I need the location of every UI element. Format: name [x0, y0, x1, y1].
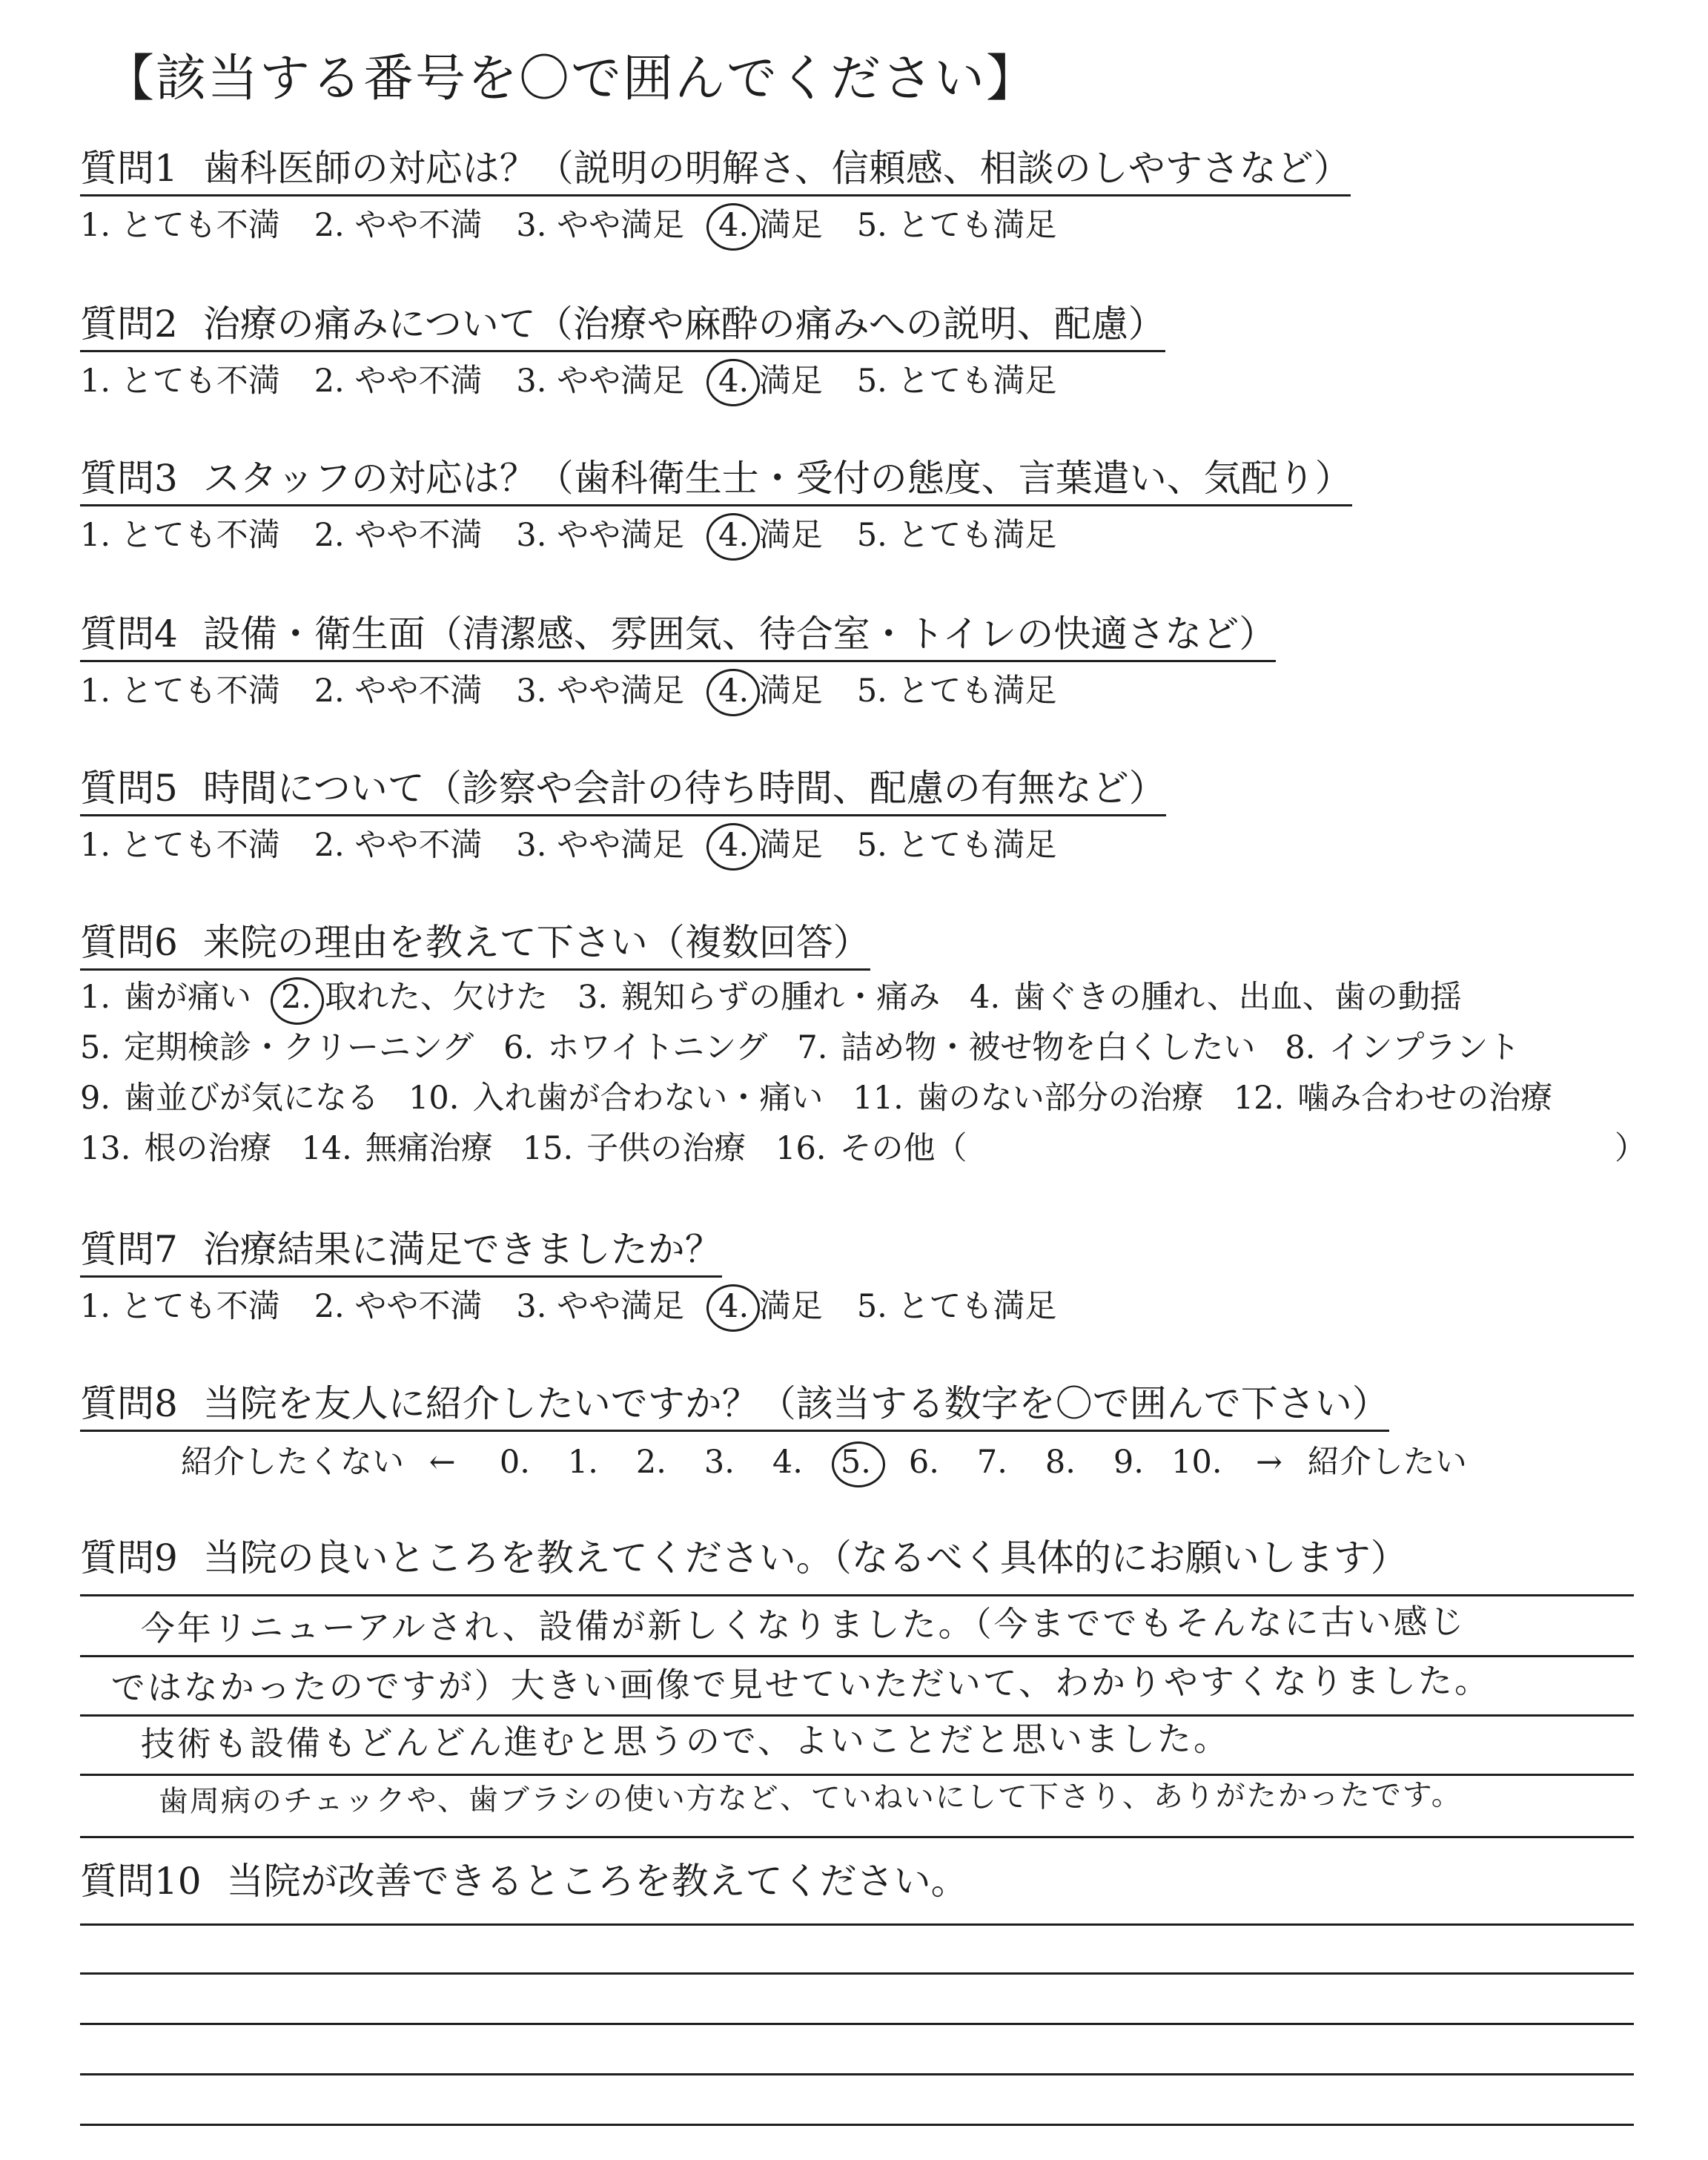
option-label: やや不満 [354, 207, 483, 244]
option-label: 親知らずの腫れ・痛み [621, 979, 941, 1016]
scale-tick[interactable]: 1. [567, 1444, 598, 1481]
option-number: 1. [80, 517, 111, 554]
option-label: やや満足 [557, 207, 685, 244]
reason-option[interactable] [1234, 1077, 1552, 1120]
question-text: 当院が改善できるところを教えてください。 [226, 1860, 968, 1903]
question-1-title [80, 145, 1351, 196]
rating-option[interactable] [857, 1286, 1091, 1327]
other-close-paren: ） [1615, 1130, 1646, 1167]
rating-option[interactable] [80, 360, 314, 402]
option-number: 2. [314, 1288, 345, 1325]
option-number: 6. [503, 1029, 534, 1066]
question-number: 質問10 [80, 1860, 202, 1903]
reason-option[interactable] [577, 976, 940, 1019]
option-label: とても不満 [120, 207, 280, 244]
option-number: 5. [856, 517, 887, 554]
question-4-options [80, 670, 1091, 712]
selected-circle-mark [706, 513, 760, 561]
option-label: 満足 [758, 673, 823, 710]
option-label: やや満足 [557, 363, 685, 400]
option-label: 子供の治療 [586, 1130, 747, 1167]
question-text: 治療結果に満足できましたか？ [202, 1228, 722, 1271]
question-text: 歯科医師の対応は？（説明の明解さ、信頼感、相談のしやすさなど） [202, 147, 1351, 190]
question-5-options [80, 825, 1091, 866]
question-10-title [80, 1858, 968, 1907]
reason-row [80, 976, 1582, 1026]
option-label: 歯が痛い [124, 979, 252, 1016]
option-number: 14. [301, 1130, 352, 1167]
rating-option[interactable] [516, 670, 718, 712]
question-number: 質問3 [80, 457, 178, 500]
option-label: やや不満 [354, 517, 483, 554]
option-number: 2. [281, 979, 311, 1016]
option-number: 4. [970, 979, 1001, 1016]
option-label: 満足 [758, 517, 823, 554]
rating-option[interactable] [314, 515, 517, 556]
option-number: 2. [314, 673, 345, 710]
question-7-title [80, 1226, 722, 1278]
rating-option[interactable] [80, 515, 314, 556]
scale-tick[interactable]: 10. [1171, 1444, 1222, 1481]
reason-option[interactable] [775, 1127, 967, 1170]
option-label: 根の治療 [144, 1130, 272, 1167]
option-label: とても不満 [120, 673, 280, 710]
option-label: とても満足 [897, 517, 1057, 554]
question-1-options [80, 205, 1091, 246]
option-number: 3. [516, 363, 547, 400]
scale-tick[interactable]: 7. [976, 1444, 1007, 1481]
answer-rule [80, 2124, 1634, 2126]
rating-option[interactable] [314, 670, 517, 712]
option-label: 詰め物・被せ物を白くしたい [841, 1029, 1256, 1066]
scale-tick[interactable]: 0. [499, 1444, 530, 1481]
question-text: 当院を友人に紹介したいですか？（該当する数字を〇で囲んで下さい） [202, 1382, 1389, 1425]
question-number: 質問8 [80, 1382, 178, 1425]
rating-option[interactable] [516, 515, 718, 556]
scale-tick[interactable]: 6. [908, 1444, 939, 1481]
option-label: とても不満 [120, 827, 280, 864]
selected-circle-mark [706, 1284, 760, 1332]
scale-tick-selected[interactable] [821, 1441, 890, 1483]
question-3-title [80, 455, 1352, 506]
reason-option[interactable] [301, 1127, 492, 1170]
rating-option[interactable] [718, 205, 857, 246]
option-label: やや満足 [557, 1288, 685, 1325]
handwritten-answer-line: 歯周病のチェックや、歯ブラシの使い方など、ていねいにして下さり、ありがたかったです。 [158, 1777, 1463, 1819]
selected-circle-mark [706, 669, 760, 716]
reason-row [80, 1026, 1582, 1077]
option-label: とても満足 [897, 207, 1057, 244]
option-number: 1. [80, 207, 111, 244]
option-number: 7. [797, 1029, 828, 1066]
reason-option[interactable] [408, 1077, 823, 1120]
scale-tick[interactable]: 9. [1113, 1444, 1144, 1481]
rating-option[interactable] [718, 360, 857, 402]
option-number: 3. [516, 1288, 547, 1325]
reason-option[interactable] [1285, 1026, 1520, 1069]
reason-row [80, 1127, 1646, 1178]
option-label: やや満足 [557, 827, 685, 864]
reason-option[interactable] [853, 1077, 1203, 1120]
question-number: 質問9 [80, 1536, 178, 1579]
question-8-title [80, 1381, 1389, 1432]
option-label: とても満足 [897, 363, 1057, 400]
rating-option[interactable] [857, 670, 1091, 712]
option-label: 歯のない部分の治療 [916, 1080, 1204, 1117]
rating-option[interactable] [314, 205, 517, 246]
rating-option[interactable] [857, 360, 1091, 402]
option-number: 4. [718, 1286, 749, 1327]
handwritten-answer-line: 技術も設備もどんどん進むと思うので、よいことだと思いました。 [140, 1718, 1231, 1764]
option-number: 1. [80, 979, 111, 1016]
option-number: 1. [80, 827, 111, 864]
option-number: 1. [80, 673, 111, 710]
question-text: 設備・衛生面（清潔感、雰囲気、待合室・トイレの快適さなど） [202, 612, 1277, 655]
reason-option[interactable] [80, 1077, 379, 1120]
option-label: 満足 [758, 207, 823, 244]
option-number: 4. [718, 670, 749, 712]
option-number: 15. [522, 1130, 574, 1167]
rating-option[interactable] [516, 205, 718, 246]
rating-option[interactable] [857, 205, 1091, 246]
selected-circle-mark [271, 977, 324, 1025]
option-label: やや不満 [354, 1288, 483, 1325]
option-number: 4. [718, 360, 749, 402]
rating-option[interactable] [516, 1286, 718, 1327]
question-text: 当院の良いところを教えてください。（なるべく具体的にお願いします） [202, 1536, 1408, 1579]
rating-option[interactable] [516, 825, 718, 866]
rating-option[interactable] [80, 1286, 314, 1327]
option-label: 歯並びが気になる [124, 1080, 380, 1117]
scale-right-label: 紹介したい [1307, 1444, 1467, 1481]
option-number: 9. [80, 1080, 111, 1117]
rating-option[interactable] [314, 360, 517, 402]
rating-option[interactable] [80, 205, 314, 246]
option-number: 8. [1285, 1029, 1316, 1066]
option-number: 2. [314, 517, 345, 554]
option-label: インプラント [1328, 1029, 1520, 1066]
question-number: 質問1 [80, 147, 178, 190]
question-2-title [80, 301, 1165, 352]
option-number: 3. [516, 673, 547, 710]
option-label: やや不満 [354, 827, 483, 864]
rating-option[interactable] [857, 825, 1091, 866]
option-label: とても満足 [897, 1288, 1057, 1325]
reason-option[interactable] [80, 1127, 271, 1170]
reason-option[interactable] [970, 976, 1462, 1019]
option-number: 5. [856, 363, 887, 400]
option-label: やや満足 [557, 673, 685, 710]
reason-option[interactable] [797, 1026, 1255, 1069]
option-number: 4. [718, 825, 749, 866]
option-label: とても不満 [120, 1288, 280, 1325]
rating-option[interactable] [857, 515, 1091, 556]
question-number: 質問6 [80, 921, 178, 964]
selected-circle-mark [706, 823, 760, 871]
option-label: 定期検診・クリーニング [124, 1029, 474, 1066]
question-number: 質問2 [80, 303, 178, 346]
option-number: 5. [856, 673, 887, 710]
rating-option[interactable] [314, 1286, 517, 1327]
option-label: 満足 [758, 827, 823, 864]
scale-tick[interactable]: 4. [772, 1444, 803, 1481]
answer-rule [80, 1972, 1634, 1975]
right-arrow-icon: → [1256, 1444, 1283, 1481]
option-label: やや満足 [557, 517, 685, 554]
rating-option[interactable] [80, 670, 314, 712]
selected-circle-mark [832, 1441, 885, 1487]
option-number: 3. [516, 827, 547, 864]
selected-circle-mark [706, 359, 760, 406]
rating-option[interactable] [718, 825, 857, 866]
option-number: 11. [853, 1080, 904, 1117]
option-number: 2. [314, 827, 345, 864]
option-label: その他（ [839, 1130, 967, 1167]
option-number: 5. [80, 1029, 111, 1066]
page-title: 【該当する番号を〇で囲んでください】 [104, 50, 1039, 108]
rating-option[interactable] [80, 825, 314, 866]
rating-option[interactable] [314, 825, 517, 866]
option-label: とても満足 [897, 673, 1057, 710]
question-4-title [80, 611, 1276, 662]
question-number: 質問4 [80, 612, 178, 655]
scale-tick[interactable]: 2. [635, 1444, 666, 1481]
question-6-title [80, 919, 870, 971]
selected-circle-mark [706, 203, 760, 251]
question-6-options [80, 976, 1646, 1178]
option-label: やや不満 [354, 363, 483, 400]
handwritten-answer-line: 今年リニューアルされ、設備が新しくなりました。（今まででもそんなに古い感じ [140, 1601, 1466, 1648]
question-number: 質問7 [80, 1228, 178, 1271]
option-label: 満足 [758, 363, 823, 400]
option-label: 噛み合わせの治療 [1297, 1080, 1553, 1117]
recommend-scale [181, 1441, 1467, 1483]
rating-option[interactable] [718, 515, 857, 556]
reason-option[interactable] [80, 976, 251, 1019]
option-number: 2. [314, 207, 345, 244]
option-number: 1. [80, 1288, 111, 1325]
option-number: 5. [856, 1288, 887, 1325]
scale-left-label: 紹介したくない [181, 1444, 404, 1481]
option-label: 無痛治療 [365, 1130, 493, 1167]
option-label: 歯ぐきの腫れ、出血、歯の動揺 [1013, 979, 1462, 1016]
option-label: 取れた、欠けた [325, 979, 549, 1016]
option-number: 3. [516, 207, 547, 244]
option-number: 10. [408, 1080, 460, 1117]
option-number: 4. [718, 205, 749, 246]
answer-rule [80, 1923, 1634, 1926]
option-number: 4. [718, 515, 749, 556]
rating-option[interactable] [718, 1286, 857, 1327]
option-label: やや不満 [354, 673, 483, 710]
question-2-options [80, 360, 1091, 402]
handwritten-answer-line: ではなかったのですが）大きい画像で見せていただいて、わかりやすくなりました。 [110, 1660, 1492, 1708]
reason-option[interactable] [503, 1026, 767, 1069]
option-number: 1. [80, 363, 111, 400]
question-text: スタッフの対応は？（歯科衛生士・受付の態度、言葉遣い、気配り） [202, 457, 1352, 500]
question-text: 時間について（診察や会計の待ち時間、配慮の有無など） [202, 767, 1166, 810]
option-label: 満足 [758, 1288, 823, 1325]
option-label: ホワイトニング [547, 1029, 768, 1066]
option-number: 3. [516, 517, 547, 554]
rating-option[interactable] [718, 670, 857, 712]
option-label: 入れ歯が合わない・痛い [472, 1080, 824, 1117]
option-label: とても満足 [897, 827, 1057, 864]
rating-option[interactable] [516, 360, 718, 402]
option-number: 5. [856, 207, 887, 244]
question-7-options [80, 1286, 1091, 1327]
question-text: 来院の理由を教えて下さい（複数回答） [202, 921, 870, 964]
option-number: 12. [1233, 1080, 1285, 1117]
reason-option[interactable] [80, 1026, 474, 1069]
question-9-title [80, 1535, 1408, 1584]
answer-rule [80, 2023, 1634, 2025]
answer-rule [80, 2073, 1634, 2075]
question-3-options [80, 515, 1091, 556]
left-arrow-icon: ← [428, 1444, 456, 1481]
option-number: 3. [577, 979, 609, 1016]
answer-rule [80, 1836, 1634, 1838]
reason-option[interactable] [523, 1127, 746, 1170]
question-text: 治療の痛みについて（治療や麻酔の痛みへの説明、配慮） [202, 303, 1165, 346]
option-label: とても不満 [120, 363, 280, 400]
option-number: 13. [80, 1130, 131, 1167]
scale-tick[interactable]: 5. [840, 1444, 871, 1481]
option-label: とても不満 [120, 517, 280, 554]
option-number: 16. [775, 1130, 827, 1167]
scale-tick[interactable]: 8. [1045, 1444, 1076, 1481]
scale-ticks [480, 1444, 1231, 1481]
scale-tick[interactable]: 3. [704, 1444, 735, 1481]
option-number: 2. [314, 363, 345, 400]
reason-option[interactable] [281, 976, 548, 1019]
reason-row [80, 1077, 1582, 1127]
question-5-title [80, 765, 1166, 816]
question-number: 質問5 [80, 767, 178, 810]
option-number: 5. [856, 827, 887, 864]
